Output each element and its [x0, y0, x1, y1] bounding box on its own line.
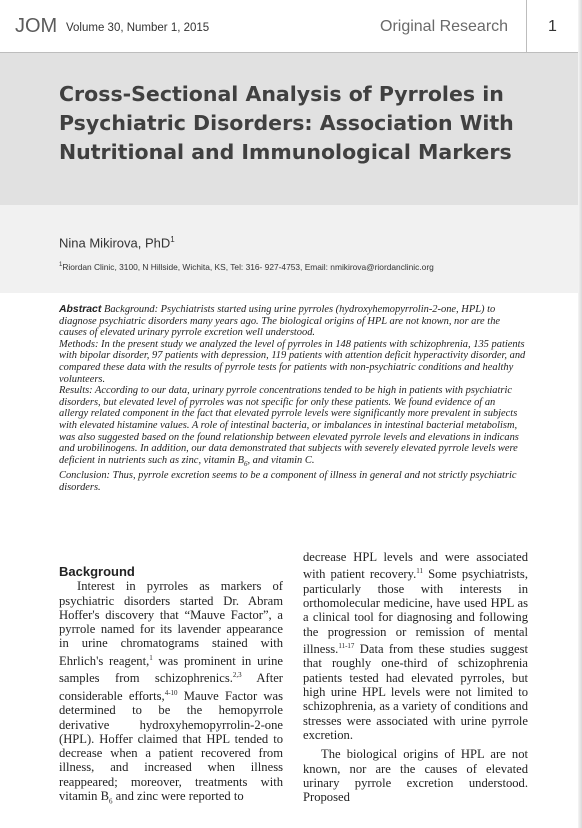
body-paragraph [59, 579, 283, 809]
abstract-results-sub: 6 [243, 459, 248, 468]
citation: 1 [149, 653, 153, 662]
affiliation-text: Riordan Clinic, 3100, N Hillside, Wichita, KS, Tel: 316- 927-4753, Email: nmikirova@riordanclinic.org [62, 262, 434, 272]
journal-logo: JOM [15, 15, 58, 37]
abstract-results-a: Results: According to our data, urinary pyrrole concentrations tended to be high in patients with psychiatric disorders, but elevated level of pyrroles was not specific for only these patients. We found evidence of an allergy related component in the fact that elevated pyrrole levels were significantly more prevalent in subjects with elevated histamine values. A role of intestinal bacteria, or imbalances in intestinal bacterial metabolism, was also suggested based on the found relationship between elevated pyrrole levels and elevations in indicans and urobilinogens. In addition, our data demonstrated that subjects with severely elevated pyrrole levels were deficient in nutrients such as zinc, vitamin B [59, 385, 519, 466]
abstract-results [59, 385, 527, 470]
body-text: Mauve Factor was determined to be the hemopyrrole derivative hydroxyhemopyrrolin-2-one (HPL). Hoffer claimed that HPL tended to decrease when a patient recovered from illness, and increased when illness reappeared; moreover, treatments with vitamin B [59, 688, 283, 804]
abstract-label: Abstract [59, 304, 102, 315]
abstract-methods: Methods: In the present study we analyzed the level of pyrroles in 148 patients with schizophrenia, 135 patients with bipolar disorder, 97 patients with depression, 119 patients with attention deficit hyperactivity disorder, and compared these data with the results of pyrrole tests for patients with non-psychiatric conditions and healthy volunteers. [59, 338, 526, 385]
abstract-conclusion: Conclusion: Thus, pyrrole excretion seems to be a component of illness in general and not strictly psychiatric disorders. [59, 470, 517, 493]
body-text: Data from these studies suggest that roughly one-third of schizophrenia patients tested had elevated pyrroles, but high urine HPL levels were not limited to schizophrenia, as a variety of conditions and stresses were associated with urine pyrrole excretion. [303, 642, 528, 742]
article-title: Cross-Sectional Analysis of Pyrroles in Psychiatric Disorders: Association With Nutritional and Immunological Markers [59, 82, 514, 164]
author-affiliation [59, 262, 434, 272]
header-bar [0, 0, 582, 53]
body-paragraph [303, 550, 528, 742]
citation: 4-10 [164, 688, 178, 697]
page-number: 1 [548, 18, 557, 35]
header-divider [526, 0, 527, 52]
body-text: was prominent in urine samples from schizophrenics. [59, 653, 283, 686]
page-edge-shadow [578, 0, 582, 828]
body-text: After considerable efforts, [59, 671, 283, 703]
author-sup: 1 [170, 235, 175, 244]
citation: 11 [416, 567, 423, 576]
abstract-results-b: , and vitamin C. [247, 454, 315, 466]
body-text: and zinc were reported to [112, 789, 244, 804]
affiliation-sup: 1 [59, 262, 63, 269]
body-paragraph: The biological origins of HPL are not known, nor are the causes of elevated urinary pyrrole excretion understood. Proposed [303, 747, 528, 805]
body-text: Interest in pyrroles as markers of psychiatric disorders started Dr. Abram Hoffer's discovery that “Mauve Factor”, a pyrrole named for its lavender appearance in urine chromatograms stained with Ehrlich's reagent, [59, 579, 283, 668]
citation: 2,3 [232, 671, 242, 680]
section-label: Original Research [380, 18, 509, 35]
abstract [59, 304, 527, 494]
body-text: decrease HPL levels and were associated with patient recovery. [303, 550, 528, 582]
citation: 11-17 [338, 641, 355, 650]
subscript: 6 [109, 797, 113, 806]
abstract-background-text: Background: Psychiatrists started using urine pyrroles (hydroxyhemopyrrolin-2-one, HPL) to diagnose psychiatric disorders many years ago. The biological origins of HPL are not known, nor are the causes of elevated urinary pyrrole excretion well understood. [59, 304, 501, 339]
author-name [59, 235, 175, 250]
abstract-background [59, 304, 527, 339]
body-column-right [303, 550, 528, 804]
section-heading: Background [59, 564, 135, 579]
volume-info: Volume 30, Number 1, 2015 [66, 22, 210, 34]
body-column-left [59, 565, 283, 809]
body-text: Some psychiatrists, particularly those with interests in orthomolecular medicine, have used HPL as a clinical tool for diagnosing and following the progression or remission of mental illness. [303, 567, 528, 657]
author-name-text: Nina Mikirova, PhD [59, 235, 171, 251]
